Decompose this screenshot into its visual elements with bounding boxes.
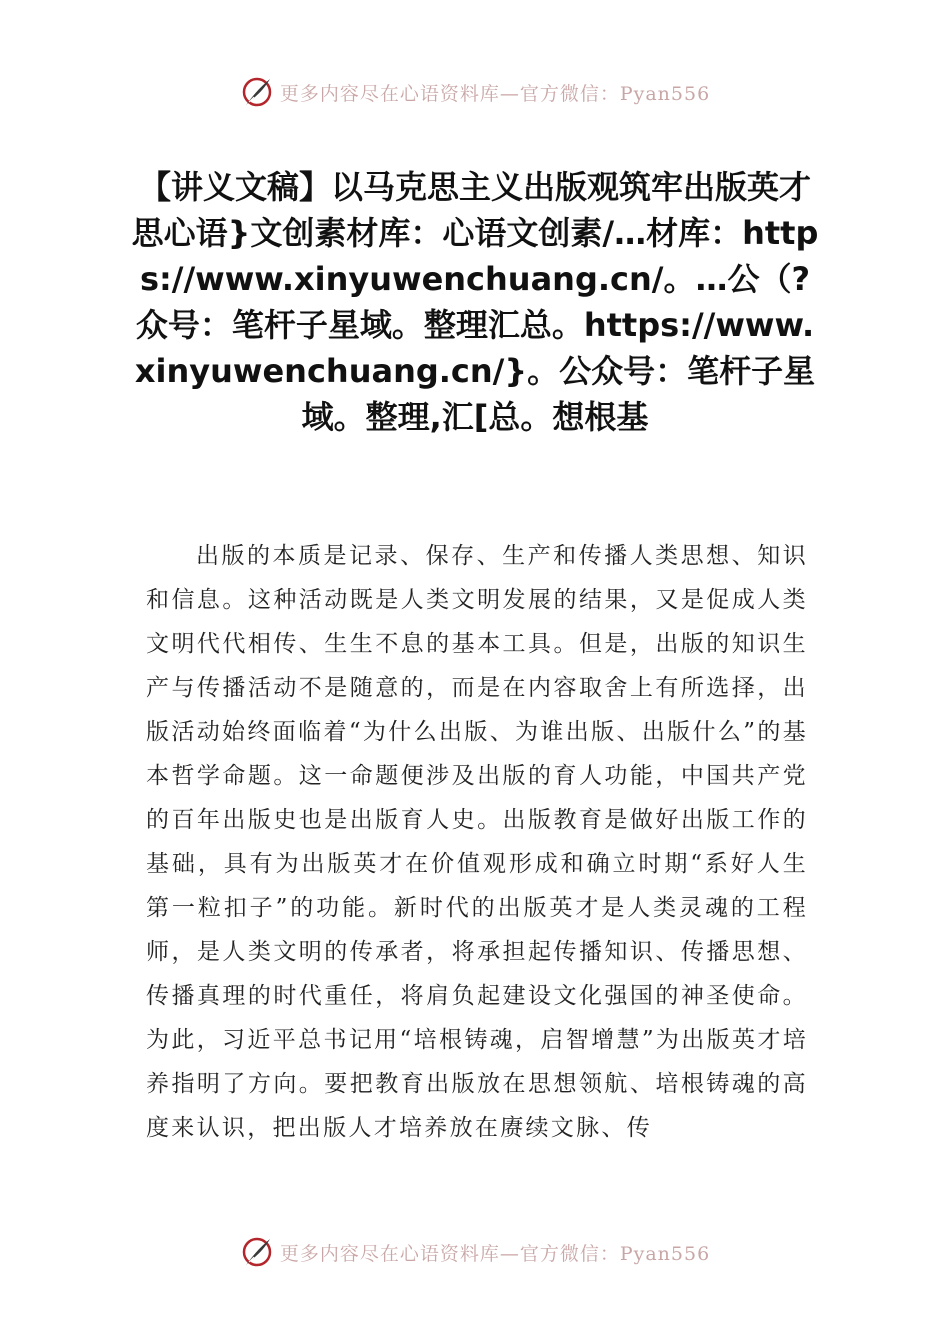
quill-logo-icon — [240, 75, 274, 109]
header-banner-text: 更多内容尽在心语资料库—官方微信：Pyan556 — [279, 82, 711, 105]
document-title: 【讲义文稿】以马克思主义出版观筑牢出版英才思心语}文创素材库：心语文创素/…材库：https://www.xinyuwenchuang.cn/。…公（?众号：笔杆子星域。整理汇总。https://www.xinyuwenchuang.cn/}。公众号：笔杆子星域。整理,汇[总。想根基 — [131, 168, 819, 436]
footer-banner-text: 更多内容尽在心语资料库—官方微信：Pyan556 — [279, 1242, 711, 1265]
footer-banner — [0, 1232, 950, 1272]
body-paragraph: 出版的本质是记录、保存、生产和传播人类思想、知识和信息。这种活动既是人类文明发展的结果，又是促成人类文明代代相传、生生不息的基本工具。但是，出版的知识生产与传播活动不是随意的，而是在内容取舍上有所选择，出版活动始终面临着“为什么出版、为谁出版、出版什么”的基本哲学命题。这一命题便涉及出版的育人功能，中国共产党的百年出版史也是出版育人史。出版教育是做好出版工作的基础，具有为出版英才在价值观形成和确立时期“系好人生第一粒扣子”的功能。新时代的出版英才是人类灵魂的工程师，是人类文明的传承者，将承担起传播知识、传播思想、传播真理的时代重任，将肩负起建设文化强国的神圣使命。为此，习近平总书记用“培根铸魂，启智增慧”为出版英才培养指明了方向。要把教育出版放在思想领航、培根铸魂的高度来认识，把出版人才培养放在赓续文脉、传 — [146, 543, 808, 1141]
header-banner — [0, 72, 950, 112]
quill-logo-icon — [240, 1235, 274, 1269]
